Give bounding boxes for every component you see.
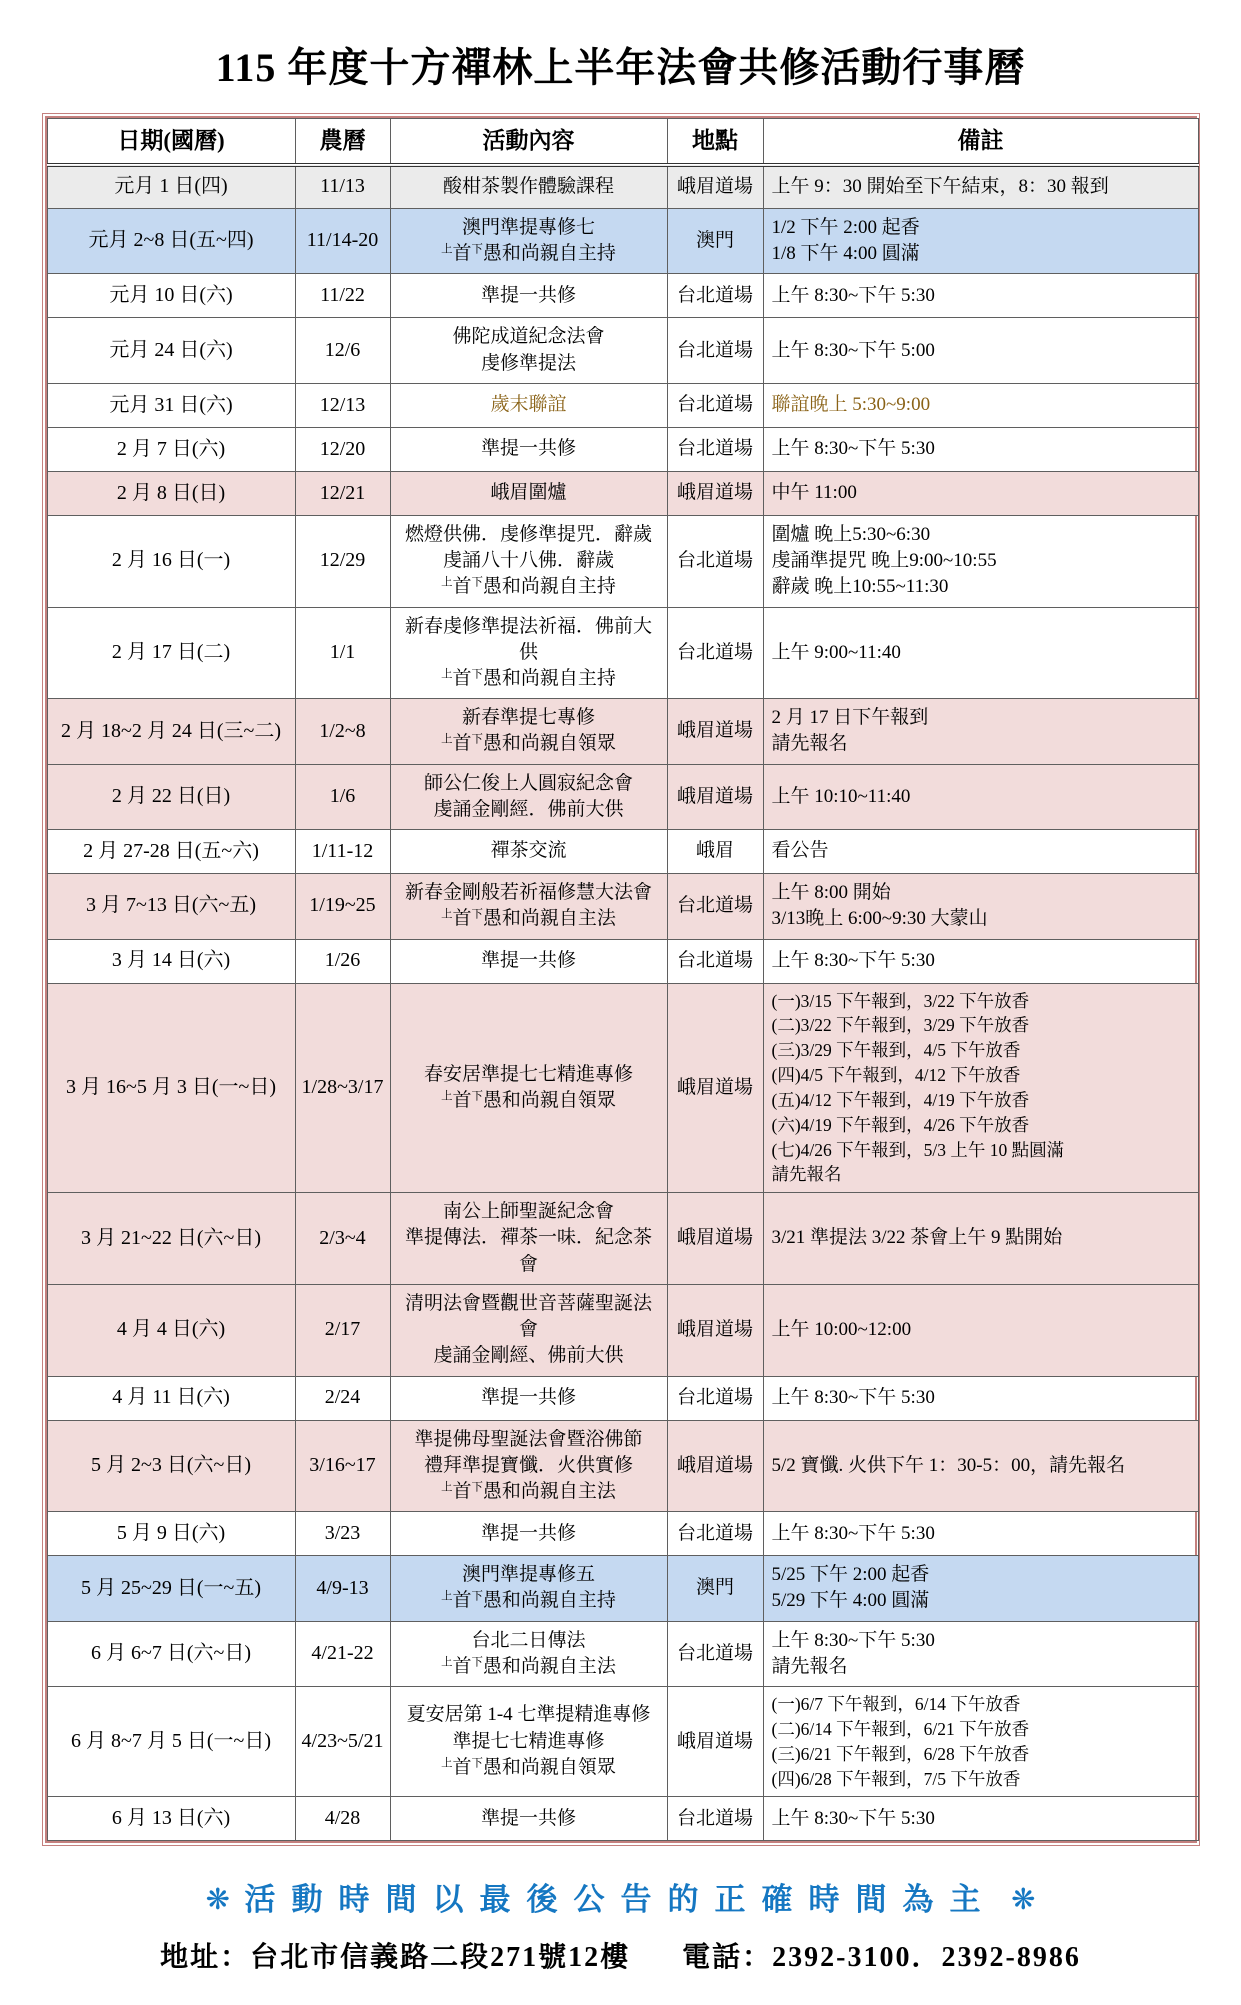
- phone-text: 電話：2392-3100．2392-8986: [682, 1942, 1081, 1974]
- column-header: 地點: [667, 119, 763, 165]
- place-cell: 峨眉道場: [667, 471, 763, 515]
- table-row: [47, 699, 1198, 764]
- place-cell: 台北道場: [667, 1376, 763, 1420]
- table-row: [47, 209, 1198, 274]
- table-row: [47, 607, 1198, 699]
- note-cell: (一)6/7 下午報到，6/14 下午放香 (二)6/14 下午報到，6/21 下午放香 (三)6/21 下午報到，6/28 下午放香 (四)6/28 下午報到，7/5 下午放香: [763, 1687, 1198, 1797]
- page-title: 115 年度十方禪林上半年法會共修活動行事曆: [215, 45, 1026, 90]
- place-cell: 峨眉道場: [667, 165, 763, 209]
- address-line: [0, 1935, 1241, 1975]
- lunar-cell: 4/21-22: [295, 1621, 390, 1686]
- note-cell: 1/2 下午 2:00 起香 1/8 下午 4:00 圓滿: [763, 209, 1198, 274]
- lunar-cell: 12/21: [295, 471, 390, 515]
- lunar-cell: 1/28~3/17: [295, 983, 390, 1193]
- note-cell: 上午 8:30~下午 5:00: [763, 318, 1198, 383]
- place-cell: 台北道場: [667, 318, 763, 383]
- column-header: 備註: [763, 119, 1198, 165]
- content-cell: 澳門準提專修五 $^上$首$^下$愚和尚親自主持: [390, 1556, 667, 1621]
- place-cell: 台北道場: [667, 427, 763, 471]
- date-cell: 2 月 22 日(日): [47, 764, 295, 829]
- place-cell: 澳門: [667, 209, 763, 274]
- content-cell: 澳門準提專修七 $^上$首$^下$愚和尚親自主持: [390, 209, 667, 274]
- flower-icon: ❋: [1011, 1884, 1036, 1917]
- lunar-cell: 12/6: [295, 318, 390, 383]
- lunar-cell: 11/14-20: [295, 209, 390, 274]
- table-body: [47, 165, 1198, 1841]
- table-row: [47, 1687, 1198, 1797]
- table-outer-frame: [42, 113, 1200, 1846]
- place-cell: 峨眉道場: [667, 1687, 763, 1797]
- content-cell: 準提一共修: [390, 1376, 667, 1420]
- date-cell: 5 月 25~29 日(一~五): [47, 1556, 295, 1621]
- note-cell: 上午 10:10~11:40: [763, 764, 1198, 829]
- event-calendar-table: [47, 118, 1199, 1841]
- content-cell: 燃燈供佛．虔修準提咒．辭歲 虔誦八十八佛．辭歲 $^上$首$^下$愚和尚親自主持: [390, 515, 667, 607]
- content-cell: 酸柑茶製作體驗課程: [390, 165, 667, 209]
- date-cell: 3 月 21~22 日(六~日): [47, 1193, 295, 1285]
- note-cell: 上午 10:00~12:00: [763, 1284, 1198, 1376]
- table-row: [47, 1797, 1198, 1841]
- place-cell: 澳門: [667, 1556, 763, 1621]
- date-cell: 5 月 2~3 日(六~日): [47, 1420, 295, 1512]
- content-cell: 新春虔修準提法祈福．佛前大供 $^上$首$^下$愚和尚親自主持: [390, 607, 667, 699]
- lunar-cell: 2/24: [295, 1376, 390, 1420]
- lunar-cell: 12/13: [295, 383, 390, 427]
- date-cell: 2 月 27-28 日(五~六): [47, 830, 295, 874]
- date-cell: 2 月 17 日(二): [47, 607, 295, 699]
- content-cell: 清明法會暨觀世音菩薩聖誕法會 虔誦金剛經、佛前大供: [390, 1284, 667, 1376]
- table-row: [47, 764, 1198, 829]
- note-cell: 上午 8:30~下午 5:30 請先報名: [763, 1621, 1198, 1686]
- content-cell: 準提一共修: [390, 274, 667, 318]
- content-cell: 準提一共修: [390, 1797, 667, 1841]
- table-row: [47, 515, 1198, 607]
- note-cell: 圍爐 晚上5:30~6:30 虔誦準提咒 晚上9:00~10:55 辭歲 晚上10:55~11:30: [763, 515, 1198, 607]
- lunar-cell: 1/6: [295, 764, 390, 829]
- date-cell: 2 月 18~2 月 24 日(三~二): [47, 699, 295, 764]
- note-cell: 上午 8:00 開始 3/13晚上 6:00~9:30 大蒙山: [763, 874, 1198, 939]
- address-text: 地址：台北市信義路二段271號12樓: [160, 1942, 631, 1974]
- content-cell: 新春準提七專修 $^上$首$^下$愚和尚親自領眾: [390, 699, 667, 764]
- content-cell: 南公上師聖誕紀念會 準提傳法．禪茶一味．紀念茶會: [390, 1193, 667, 1285]
- note-cell: 上午 8:30~下午 5:30: [763, 1376, 1198, 1420]
- date-cell: 元月 24 日(六): [47, 318, 295, 383]
- date-cell: 6 月 13 日(六): [47, 1797, 295, 1841]
- content-cell: 佛陀成道紀念法會 虔修準提法: [390, 318, 667, 383]
- lunar-cell: 1/1: [295, 607, 390, 699]
- table-row: [47, 1376, 1198, 1420]
- lunar-cell: 1/2~8: [295, 699, 390, 764]
- table-row: [47, 1556, 1198, 1621]
- lunar-cell: 3/23: [295, 1512, 390, 1556]
- notice-text: 活動時間以最後公告的正確時間為主: [244, 1882, 997, 1918]
- date-cell: 2 月 8 日(日): [47, 471, 295, 515]
- content-cell: 準提一共修: [390, 1512, 667, 1556]
- note-cell: 看公告: [763, 830, 1198, 874]
- place-cell: 台北道場: [667, 515, 763, 607]
- note-cell: 2 月 17 日下午報到 請先報名: [763, 699, 1198, 764]
- date-cell: 4 月 11 日(六): [47, 1376, 295, 1420]
- content-cell: 台北二日傳法 $^上$首$^下$愚和尚親自主法: [390, 1621, 667, 1686]
- date-cell: 3 月 14 日(六): [47, 939, 295, 983]
- table-row: [47, 427, 1198, 471]
- table-row: [47, 1420, 1198, 1512]
- place-cell: 台北道場: [667, 874, 763, 939]
- place-cell: 台北道場: [667, 383, 763, 427]
- notice-line: [0, 1874, 1241, 1919]
- header-row: [47, 119, 1198, 165]
- place-cell: 峨眉道場: [667, 699, 763, 764]
- note-cell: 5/2 寶懺. 火供下午 1：30-5：00，請先報名: [763, 1420, 1198, 1512]
- content-cell: 峨眉圍爐: [390, 471, 667, 515]
- note-cell: 中午 11:00: [763, 471, 1198, 515]
- table-row: [47, 830, 1198, 874]
- table-row: [47, 1284, 1198, 1376]
- date-cell: 5 月 9 日(六): [47, 1512, 295, 1556]
- date-cell: 2 月 16 日(一): [47, 515, 295, 607]
- note-cell: 上午 8:30~下午 5:30: [763, 274, 1198, 318]
- place-cell: 台北道場: [667, 607, 763, 699]
- content-cell: 禪茶交流: [390, 830, 667, 874]
- date-cell: 元月 1 日(四): [47, 165, 295, 209]
- note-cell: 聯誼晚上 5:30~9:00: [763, 383, 1198, 427]
- lunar-cell: 1/11-12: [295, 830, 390, 874]
- flower-icon: ❋: [205, 1884, 230, 1917]
- place-cell: 台北道場: [667, 1797, 763, 1841]
- content-cell: 歲末聯誼: [390, 383, 667, 427]
- place-cell: 峨眉道場: [667, 764, 763, 829]
- place-cell: 台北道場: [667, 939, 763, 983]
- lunar-cell: 4/9-13: [295, 1556, 390, 1621]
- table-row: [47, 471, 1198, 515]
- table-row: [47, 318, 1198, 383]
- table-row: [47, 983, 1198, 1193]
- place-cell: 峨眉道場: [667, 983, 763, 1193]
- date-cell: 元月 2~8 日(五~四): [47, 209, 295, 274]
- note-cell: 上午 8:30~下午 5:30: [763, 1797, 1198, 1841]
- table-row: [47, 165, 1198, 209]
- table-row: [47, 1621, 1198, 1686]
- note-cell: 上午 9：30 開始至下午結束，8：30 報到: [763, 165, 1198, 209]
- date-cell: 元月 31 日(六): [47, 383, 295, 427]
- date-cell: 3 月 7~13 日(六~五): [47, 874, 295, 939]
- date-cell: 4 月 4 日(六): [47, 1284, 295, 1376]
- note-cell: 上午 8:30~下午 5:30: [763, 1512, 1198, 1556]
- place-cell: 台北道場: [667, 274, 763, 318]
- date-cell: 6 月 8~7 月 5 日(一~日): [47, 1687, 295, 1797]
- table-row: [47, 1193, 1198, 1285]
- lunar-cell: 1/19~25: [295, 874, 390, 939]
- place-cell: 峨眉道場: [667, 1284, 763, 1376]
- note-cell: 3/21 準提法 3/22 茶會上午 9 點開始: [763, 1193, 1198, 1285]
- note-cell: 上午 8:30~下午 5:30: [763, 427, 1198, 471]
- content-cell: 準提佛母聖誕法會暨浴佛節 禮拜準提寶懺．火供實修 $^上$首$^下$愚和尚親自主法: [390, 1420, 667, 1512]
- date-cell: 3 月 16~5 月 3 日(一~日): [47, 983, 295, 1193]
- date-cell: 元月 10 日(六): [47, 274, 295, 318]
- column-header: 日期(國曆): [47, 119, 295, 165]
- place-cell: 台北道場: [667, 1512, 763, 1556]
- note-cell: 上午 8:30~下午 5:30: [763, 939, 1198, 983]
- content-cell: 春安居準提七七精進專修 $^上$首$^下$愚和尚親自領眾: [390, 983, 667, 1193]
- column-header: 農曆: [295, 119, 390, 165]
- column-header: 活動內容: [390, 119, 667, 165]
- lunar-cell: 3/16~17: [295, 1420, 390, 1512]
- note-cell: 5/25 下午 2:00 起香 5/29 下午 4:00 圓滿: [763, 1556, 1198, 1621]
- lunar-cell: 11/22: [295, 274, 390, 318]
- lunar-cell: 11/13: [295, 165, 390, 209]
- table-row: [47, 1512, 1198, 1556]
- lunar-cell: 12/29: [295, 515, 390, 607]
- content-cell: 師公仁俊上人圓寂紀念會 虔誦金剛經．佛前大供: [390, 764, 667, 829]
- note-cell: 上午 9:00~11:40: [763, 607, 1198, 699]
- date-cell: 6 月 6~7 日(六~日): [47, 1621, 295, 1686]
- lunar-cell: 4/28: [295, 1797, 390, 1841]
- table-row: [47, 383, 1198, 427]
- place-cell: 峨眉: [667, 830, 763, 874]
- table-row: [47, 874, 1198, 939]
- place-cell: 峨眉道場: [667, 1420, 763, 1512]
- content-cell: 準提一共修: [390, 427, 667, 471]
- content-cell: 新春金剛般若祈福修慧大法會 $^上$首$^下$愚和尚親自主法: [390, 874, 667, 939]
- note-cell: (一)3/15 下午報到，3/22 下午放香 (二)3/22 下午報到，3/29 下午放香 (三)3/29 下午報到，4/5 下午放香 (四)4/5 下午報到，4/12 下午放香 (五)4/12 下午報到，4/19 下午放香 (六)4/19 下午報到，4/26 下午放香 (七)4/26 下午報到，5/3 上午 10 點圓滿 請先報名: [763, 983, 1198, 1193]
- table-row: [47, 274, 1198, 318]
- lunar-cell: 2/17: [295, 1284, 390, 1376]
- lunar-cell: 4/23~5/21: [295, 1687, 390, 1797]
- date-cell: 2 月 7 日(六): [47, 427, 295, 471]
- lunar-cell: 1/26: [295, 939, 390, 983]
- table-row: [47, 939, 1198, 983]
- place-cell: 台北道場: [667, 1621, 763, 1686]
- content-cell: 夏安居第 1-4 七準提精進專修 準提七七精進專修 $^上$首$^下$愚和尚親自領眾: [390, 1687, 667, 1797]
- lunar-cell: 2/3~4: [295, 1193, 390, 1285]
- lunar-cell: 12/20: [295, 427, 390, 471]
- content-cell: 準提一共修: [390, 939, 667, 983]
- table-inner-frame: [45, 116, 1197, 1843]
- place-cell: 峨眉道場: [667, 1193, 763, 1285]
